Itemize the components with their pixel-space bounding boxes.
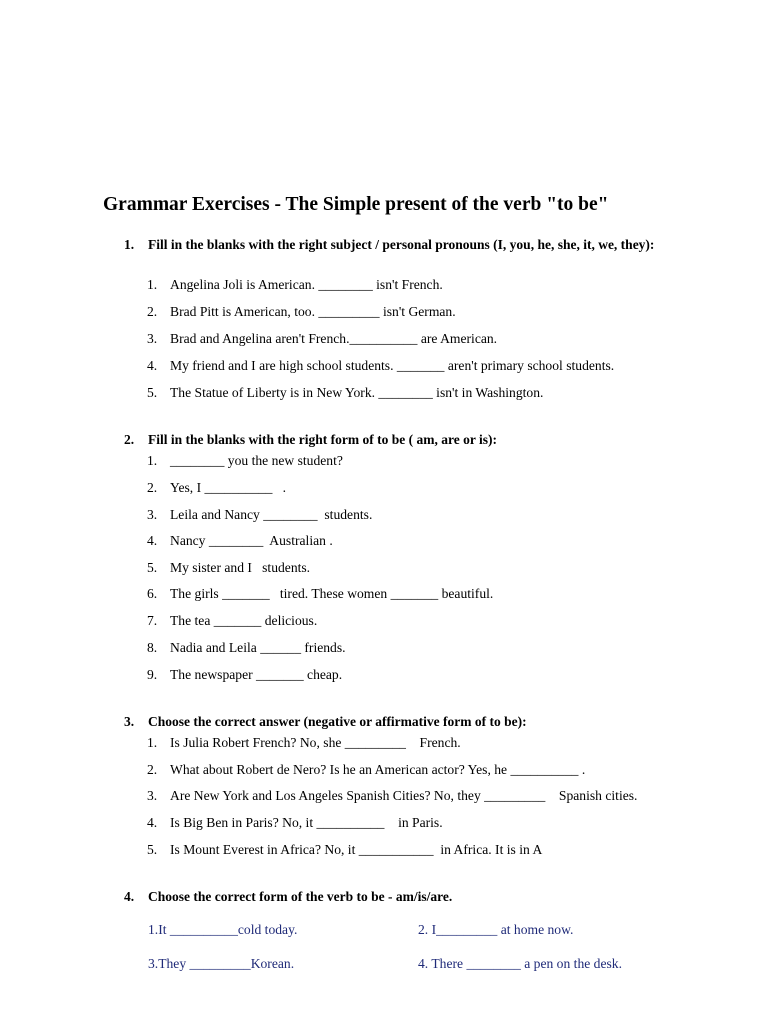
section-heading-text: Choose the correct form of the verb to be - am/is/are. <box>148 889 453 904</box>
exercise-item <box>147 762 585 778</box>
item-number: 3. <box>147 331 158 346</box>
exercise-item <box>147 385 543 401</box>
item-number: 1. <box>147 735 158 750</box>
item-number: 3. <box>147 788 158 803</box>
item-number: 2. <box>147 480 158 495</box>
exercise-item <box>147 613 317 629</box>
item-number: 8. <box>147 640 158 655</box>
exercise-item: 2. I_________ at home now. <box>418 922 574 937</box>
item-number: 2. <box>147 304 158 319</box>
item-text: Angelina Joli is American. ________ isn't French. <box>170 277 443 292</box>
item-text: Yes, I __________ . <box>170 480 287 495</box>
exercise-item <box>147 277 443 293</box>
exercise-item <box>147 453 343 469</box>
exercise-item <box>147 735 461 751</box>
item-number: 5. <box>147 842 158 857</box>
section-heading <box>124 237 654 253</box>
item-text: Nadia and Leila ______ friends. <box>170 640 346 655</box>
exercise-item: 4. There ________ a pen on the desk. <box>418 956 622 971</box>
item-text: Is Mount Everest in Africa? No, it ___________ in Africa. It is in A <box>170 842 543 857</box>
exercise-item <box>147 586 493 602</box>
exercise-item <box>147 640 346 656</box>
exercise-item <box>147 480 286 496</box>
item-text: Leila and Nancy ________ students. <box>170 507 373 522</box>
exercise-item <box>147 815 443 831</box>
exercise-item <box>147 331 497 347</box>
item-number: 9. <box>147 667 158 682</box>
item-number: 4. <box>147 815 158 830</box>
section-number: 2. <box>124 432 135 447</box>
item-number: 7. <box>147 613 158 628</box>
item-number: 6. <box>147 586 158 601</box>
exercise-item <box>147 842 542 858</box>
item-number: 5. <box>147 385 158 400</box>
page-title: Grammar Exercises - The Simple present of the verb "to be" <box>103 194 609 215</box>
section-heading <box>124 714 527 730</box>
item-text: Are New York and Los Angeles Spanish Cities? No, they _________ Spanish cities. <box>170 788 638 803</box>
item-text: Is Julia Robert French? No, she _________ French. <box>170 735 461 750</box>
item-text: Is Big Ben in Paris? No, it __________ in Paris. <box>170 815 443 830</box>
item-text: My sister and I students. <box>170 560 311 575</box>
section-heading-text: Choose the correct answer (negative or affirmative form of to be): <box>148 714 527 729</box>
item-number: 2. <box>147 762 158 777</box>
item-text: The newspaper _______ cheap. <box>170 667 343 682</box>
item-text: Brad and Angelina aren't French.__________ are American. <box>170 331 498 346</box>
item-text: My friend and I are high school students. _______ aren't primary school students. <box>170 358 615 373</box>
item-text: Brad Pitt is American, too. _________ isn't German. <box>170 304 456 319</box>
exercise-item <box>147 507 372 523</box>
item-number: 4. <box>147 533 158 548</box>
section-heading-text: Fill in the blanks with the right form of to be ( am, are or is): <box>148 432 497 447</box>
exercise-item <box>147 667 342 683</box>
item-number: 5. <box>147 560 158 575</box>
exercise-item <box>147 560 310 576</box>
exercise-item <box>147 304 456 320</box>
item-text: The girls _______ tired. These women _______ beautiful. <box>170 586 494 601</box>
item-text: The tea _______ delicious. <box>170 613 318 628</box>
section-heading-text: Fill in the blanks with the right subject / personal pronouns (I, you, he, she, it, we, they): <box>148 237 655 252</box>
item-text: ________ you the new student? <box>170 453 343 468</box>
item-number: 1. <box>147 453 158 468</box>
exercise-item <box>147 533 333 549</box>
exercise-item: 3.They _________Korean. <box>148 956 295 971</box>
item-number: 1. <box>147 277 158 292</box>
item-text: Nancy ________ Australian . <box>170 533 333 548</box>
exercise-item <box>147 358 614 374</box>
exercise-item <box>147 788 637 804</box>
section-heading <box>124 432 497 448</box>
exercise-item: 1.It __________cold today. <box>148 922 298 937</box>
section-heading <box>124 889 452 905</box>
item-number: 4. <box>147 358 158 373</box>
section-number: 3. <box>124 714 135 729</box>
section-number: 1. <box>124 237 135 252</box>
item-text: The Statue of Liberty is in New York. ________ isn't in Washington. <box>170 385 544 400</box>
item-text: What about Robert de Nero? Is he an American actor? Yes, he __________ . <box>170 762 586 777</box>
section-number: 4. <box>124 889 135 904</box>
item-number: 3. <box>147 507 158 522</box>
